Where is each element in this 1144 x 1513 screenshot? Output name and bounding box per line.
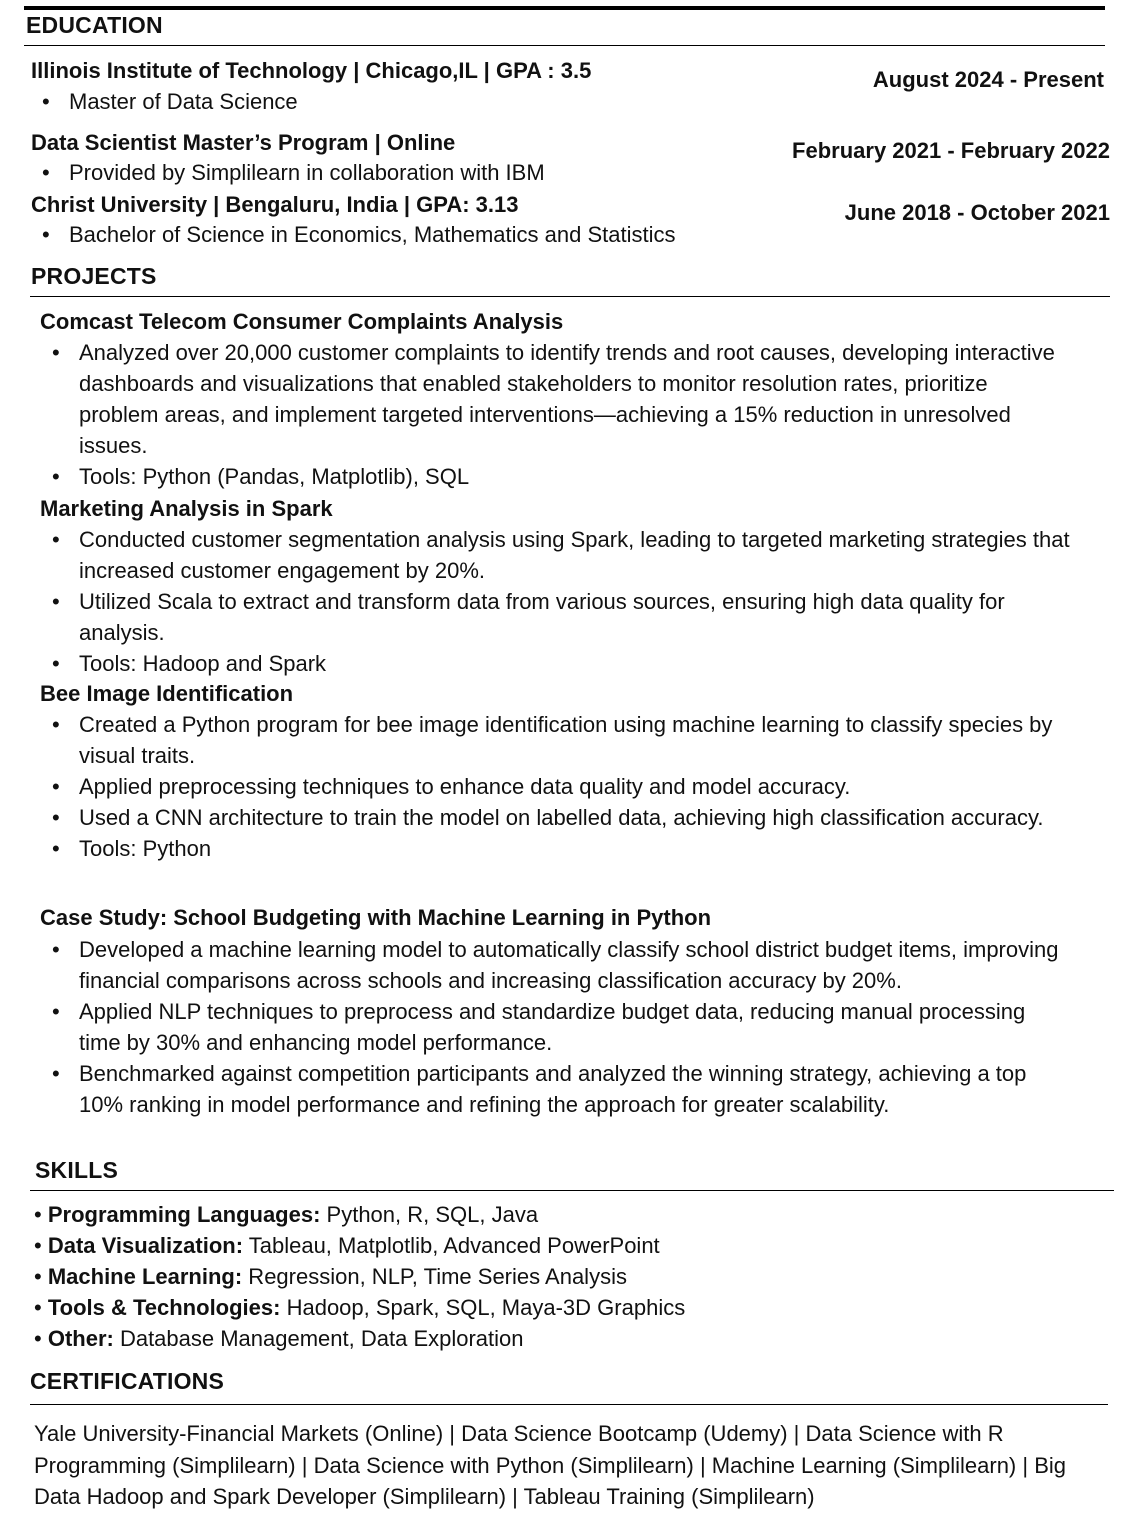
skills-list bbox=[34, 1199, 685, 1354]
skill-label: Programming Languages: bbox=[47, 1202, 321, 1227]
project-bullet: • Benchmarked against competition participants and analyzed the winning strategy, achieving a top 10% ranking in model performance and refining the approach for greater scalability. bbox=[40, 1058, 1070, 1120]
skill-item: • Data Visualization: Tableau, Matplotlib, Advanced PowerPoint bbox=[34, 1233, 660, 1258]
education-entry-bullet: • Master of Data Science bbox=[30, 86, 790, 117]
education-heading: EDUCATION bbox=[26, 12, 163, 38]
project-title: Case Study: School Budgeting with Machine Learning in Python bbox=[40, 905, 712, 930]
education-entry-title: Christ University | Bengaluru, India | GPA: 3.13 bbox=[31, 192, 519, 217]
education-entry-date: June 2018 - October 2021 bbox=[844, 200, 1110, 225]
skill-item: • Tools & Technologies: Hadoop, Spark, SQL, Maya-3D Graphics bbox=[34, 1295, 686, 1320]
education-entry-bullet: • Bachelor of Science in Economics, Mathematics and Statistics bbox=[30, 219, 790, 250]
project-bullet: • Tools: Python (Pandas, Matplotlib), SQL bbox=[40, 461, 1070, 492]
project-bullet: • Used a CNN architecture to train the model on labelled data, achieving high classification accuracy. bbox=[40, 802, 1070, 833]
project-bullet: • Applied preprocessing techniques to enhance data quality and model accuracy. bbox=[40, 771, 1070, 802]
education-entry-title: Illinois Institute of Technology | Chicago,IL | GPA : 3.5 bbox=[31, 58, 592, 83]
education-entry-date: February 2021 - February 2022 bbox=[792, 138, 1110, 163]
education-rule bbox=[24, 45, 1105, 46]
certifications-heading: CERTIFICATIONS bbox=[30, 1368, 225, 1394]
project-bullet: • Tools: Hadoop and Spark bbox=[40, 648, 1070, 679]
top-rule bbox=[24, 6, 1105, 10]
skill-value: Tableau, Matplotlib, Advanced PowerPoint bbox=[243, 1233, 660, 1258]
education-entry-date: August 2024 - Present bbox=[872, 67, 1104, 92]
skill-value: Regression, NLP, Time Series Analysis bbox=[242, 1264, 627, 1289]
education-entry-bullet: • Provided by Simplilearn in collaboration with IBM bbox=[30, 157, 790, 188]
project-bullet: • Created a Python program for bee image identification using machine learning to classify species by visual traits. bbox=[40, 709, 1070, 771]
skill-label: Other: bbox=[47, 1326, 114, 1351]
project-bullet: • Conducted customer segmentation analysis using Spark, leading to targeted marketing strategies that increased customer engagement by 20%. bbox=[40, 524, 1070, 586]
certifications-text: Yale University-Financial Markets (Online) | Data Science Bootcamp (Udemy) | Data Science with R Programming (Simplilearn) | Data Science with Python (Simplilearn) | Machine Learning (Simplilearn) | Big Data Hadoop and Spark Developer (Simplilearn) | Tableau Training (Simplilearn) bbox=[34, 1421, 1066, 1509]
skill-value: Database Management, Data Exploration bbox=[113, 1326, 524, 1351]
skill-item: • Machine Learning: Regression, NLP, Time Series Analysis bbox=[34, 1264, 627, 1289]
projects-rule bbox=[30, 296, 1110, 297]
skill-value: Python, R, SQL, Java bbox=[320, 1202, 539, 1227]
project-bullet: • Analyzed over 20,000 customer complaints to identify trends and root causes, developing interactive dashboards and visualizations that enabled stakeholders to monitor resolution rates, prioritize problem areas, and implement targeted interventions—achieving a 15% reduction in unresolved issues. bbox=[40, 337, 1070, 461]
skills-rule bbox=[30, 1190, 1114, 1191]
project-title: Bee Image Identification bbox=[40, 681, 294, 706]
project-bullet: • Applied NLP techniques to preprocess and standardize budget data, reducing manual processing time by 30% and enhancing model performance. bbox=[40, 996, 1070, 1058]
skill-item: • Programming Languages: Python, R, SQL, Java bbox=[34, 1202, 539, 1227]
skill-item: • Other: Database Management, Data Exploration bbox=[34, 1326, 524, 1351]
project-bullet: • Tools: Python bbox=[40, 833, 1070, 864]
skill-label: Tools & Technologies: bbox=[47, 1295, 281, 1320]
project-bullet: • Developed a machine learning model to automatically classify school district budget items, improving financial comparisons across schools and increasing classification accuracy by 20%. bbox=[40, 934, 1070, 996]
project-title: Comcast Telecom Consumer Complaints Analysis bbox=[40, 309, 564, 334]
project-bullet: • Utilized Scala to extract and transform data from various sources, ensuring high data quality for analysis. bbox=[40, 586, 1070, 648]
skill-value: Hadoop, Spark, SQL, Maya-3D Graphics bbox=[280, 1295, 686, 1320]
skill-label: Data Visualization: bbox=[47, 1233, 244, 1258]
certifications-rule bbox=[30, 1404, 1108, 1405]
projects-heading: PROJECTS bbox=[31, 263, 157, 289]
project-title: Marketing Analysis in Spark bbox=[40, 496, 333, 521]
education-entry-title: Data Scientist Master’s Program | Online bbox=[31, 130, 456, 155]
skill-label: Machine Learning: bbox=[47, 1264, 243, 1289]
skills-heading: SKILLS bbox=[35, 1157, 118, 1183]
